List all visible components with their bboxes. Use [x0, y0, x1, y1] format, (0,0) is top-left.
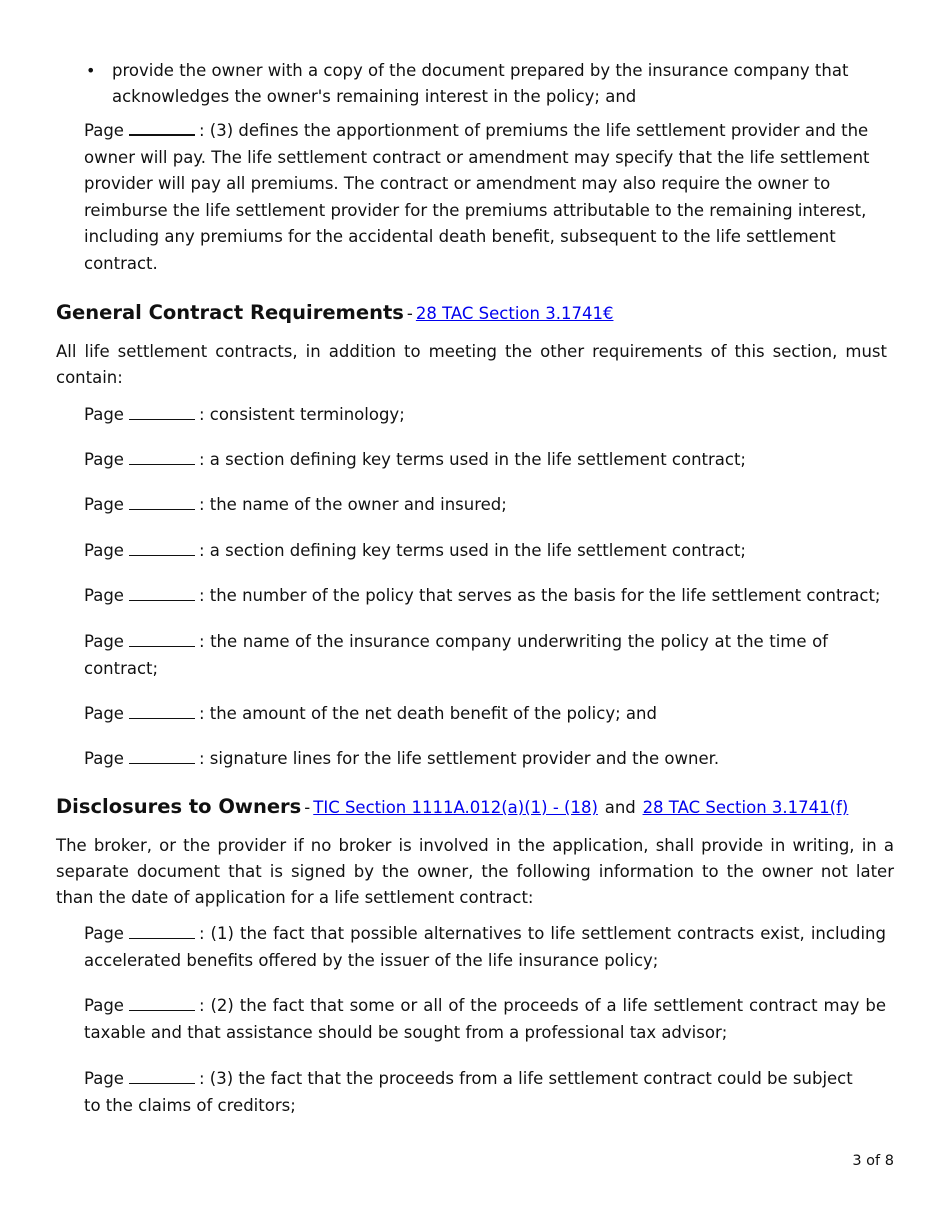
- page-label: Page: [84, 924, 124, 943]
- premiums-item: [84, 118, 874, 277]
- page-label: Page: [84, 450, 124, 469]
- page-blank-field[interactable]: [129, 1069, 195, 1084]
- premiums-item-text: : (3) defines the apportionment of premiums the life settlement provider and the owner will pay. The life settlement contract or amendment may specify that the life settlement provider will pay all premiums. The contract or amendment may also require the owner to reimburse the life settlement provider for the premiums attributable to the remaining interest, including any premiums for the accidental death benefit, subsequent to the life settlement contract.: [84, 121, 870, 273]
- page-blank-field[interactable]: [129, 749, 195, 764]
- disclosures-and-text: and: [604, 798, 636, 817]
- disclosure-item-text: : (2) the fact that some or all of the proceeds of a life settlement contract may be taxable and that assistance should be sought from a professional tax advisor;: [84, 996, 886, 1042]
- page-blank-field[interactable]: [129, 450, 195, 465]
- general-item: [84, 701, 884, 728]
- page-label: Page: [84, 704, 124, 723]
- page-label: Page: [84, 1069, 124, 1088]
- general-tac-link[interactable]: 28 TAC Section 3.1741€: [415, 304, 614, 323]
- page-label: Page: [84, 541, 124, 560]
- general-item: [84, 447, 884, 474]
- page-blank-field[interactable]: [129, 495, 195, 510]
- general-item-text: : consistent terminology;: [198, 405, 405, 424]
- tac-section-link[interactable]: 28 TAC Section 3.1741(f): [642, 798, 849, 817]
- page-blank-field[interactable]: [129, 704, 195, 719]
- general-item: [84, 402, 884, 429]
- general-item: [84, 492, 884, 519]
- disclosures-heading-title: Disclosures to Owners: [56, 795, 302, 818]
- page-blank-field[interactable]: [129, 996, 195, 1011]
- page-blank-field[interactable]: [129, 586, 195, 601]
- general-intro: All life settlement contracts, in addition to meeting the other requirements of this section, must contain:: [56, 342, 887, 387]
- general-heading-separator: -: [406, 304, 413, 323]
- general-contract-heading: [56, 300, 613, 327]
- page-label: Page: [84, 405, 124, 424]
- disclosures-heading-separator: -: [304, 798, 311, 817]
- general-heading-title: General Contract Requirements: [56, 301, 404, 324]
- general-item-text: : the number of the policy that serves as the basis for the life settlement contract;: [198, 586, 881, 605]
- disclosures-intro: The broker, or the provider if no broker is involved in the application, shall provide in writing, in a separate document that is signed by the owner, the following information to the owner not later than the date of application for a life settlement contract:: [56, 836, 894, 907]
- bullet-item: [86, 58, 892, 110]
- general-item-text: : a section defining key terms used in the life settlement contract;: [198, 541, 746, 560]
- disclosure-item-text: : (3) the fact that the proceeds from a life settlement contract could be subject to the claims of creditors;: [84, 1069, 853, 1115]
- general-item: [84, 583, 884, 610]
- page-label: Page: [84, 632, 124, 651]
- general-item: [84, 538, 884, 565]
- page-blank-field[interactable]: [129, 541, 195, 556]
- page-blank-field[interactable]: [129, 405, 195, 420]
- general-item-text: : the name of the insurance company underwriting the policy at the time of contract;: [84, 632, 828, 678]
- general-item-text: : signature lines for the life settlement provider and the owner.: [198, 749, 720, 768]
- page-label: Page: [84, 121, 124, 140]
- disclosure-item: [84, 921, 886, 974]
- page-blank-field[interactable]: [129, 924, 195, 939]
- page-label: Page: [84, 586, 124, 605]
- bullet-text: provide the owner with a copy of the document prepared by the insurance company that acknowledges the owner's remaining interest in the policy; and: [112, 61, 849, 106]
- page-blank-field[interactable]: [129, 632, 195, 647]
- page-label: Page: [84, 996, 124, 1015]
- page-label: Page: [84, 749, 124, 768]
- general-item-text: : the amount of the net death benefit of the policy; and: [198, 704, 657, 723]
- general-item-text: : a section defining key terms used in the life settlement contract;: [198, 450, 746, 469]
- general-item-text: : the name of the owner and insured;: [198, 495, 507, 514]
- disclosures-heading: [56, 794, 848, 821]
- page-label: Page: [84, 495, 124, 514]
- disclosure-item: [84, 1066, 874, 1119]
- page-number: 3 of 8: [852, 1153, 894, 1169]
- disclosure-item: [84, 993, 886, 1046]
- page-blank-field[interactable]: [129, 120, 195, 136]
- general-item: [84, 629, 828, 682]
- general-item: [84, 746, 884, 773]
- disclosure-item-text: : (1) the fact that possible alternatives to life settlement contracts exist, including accelerated benefits offered by the issuer of the life insurance policy;: [84, 924, 886, 970]
- tic-section-link[interactable]: TIC Section 1111A.012(a)(1) - (18): [313, 798, 598, 817]
- bullet-icon: •: [86, 61, 96, 80]
